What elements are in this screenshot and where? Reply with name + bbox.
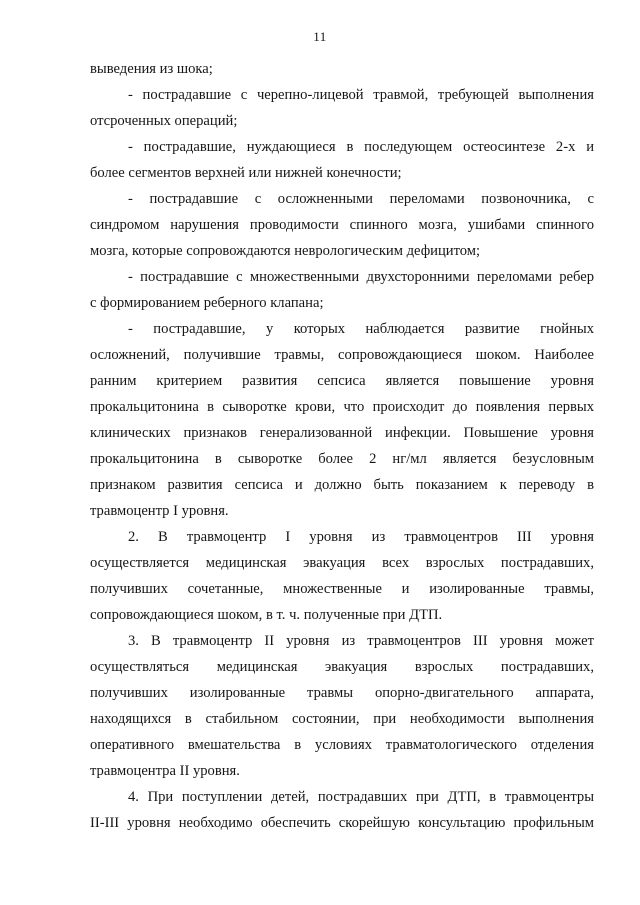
text-line: 4. При поступлении детей, пострадавших при ДТП, в травмоцентры bbox=[128, 789, 594, 805]
text-line: прокальцитонина в сыворотке более 2 нг/мл является безусловным bbox=[90, 451, 594, 467]
text-line: 3. В травмоцентр II уровня из травмоцентров III уровня может bbox=[128, 633, 594, 649]
text-line: - пострадавшие с множественными двухсторонними переломами ребер bbox=[128, 269, 594, 285]
text-line: - пострадавшие с осложненными переломами позвоночника, с bbox=[128, 191, 594, 207]
text-line: отсроченных операций; bbox=[90, 113, 238, 129]
text-line: осуществляется медицинская эвакуация всех взрослых пострадавших, bbox=[90, 555, 594, 571]
text-line: II-III уровня необходимо обеспечить скорейшую консультацию профильным bbox=[90, 815, 594, 831]
text-line: осложнений, получившие травмы, сопровождающиеся шоком. Наиболее bbox=[90, 347, 594, 363]
text-line: оперативного вмешательства в условиях травматологического отделения bbox=[90, 737, 594, 753]
text-line: травмоцентра II уровня. bbox=[90, 763, 240, 779]
text-line: травмоцентр I уровня. bbox=[90, 503, 229, 519]
text-line: с формированием реберного клапана; bbox=[90, 295, 324, 311]
text-line: ранним критерием развития сепсиса является повышение уровня bbox=[90, 373, 594, 389]
text-line: более сегментов верхней или нижней конечности; bbox=[90, 165, 402, 181]
text-line: выведения из шока; bbox=[90, 61, 213, 77]
text-line: осуществляться медицинская эвакуация взрослых пострадавших, bbox=[90, 659, 594, 675]
text-line: прокальцитонина в сыворотке крови, что происходит до появления первых bbox=[90, 399, 594, 415]
text-line: синдромом нарушения проводимости спинного мозга, ушибами спинного bbox=[90, 217, 594, 233]
document-body bbox=[90, 56, 594, 836]
text-line: признаком развития сепсиса и должно быть показанием к переводу в bbox=[90, 477, 594, 493]
text-line: мозга, которые сопровождаются неврологическим дефицитом; bbox=[90, 243, 481, 259]
text-line: - пострадавшие, у которых наблюдается развитие гнойных bbox=[128, 321, 594, 337]
text-line: получивших сочетанные, множественные и изолированные травмы, bbox=[90, 581, 594, 597]
text-line: сопровождающиеся шоком, в т. ч. полученные при ДТП. bbox=[90, 607, 443, 623]
text-line: получивших изолированные травмы опорно-двигательного аппарата, bbox=[90, 685, 594, 701]
text-line: находящихся в стабильном состоянии, при необходимости выполнения bbox=[90, 711, 594, 727]
page-number: 11 bbox=[313, 29, 327, 44]
text-line: - пострадавшие, нуждающиеся в последующем остеосинтезе 2-х и bbox=[128, 139, 594, 155]
text-line: клинических признаков генерализованной инфекции. Повышение уровня bbox=[90, 425, 594, 441]
text-line: - пострадавшие с черепно-лицевой травмой, требующей выполнения bbox=[128, 87, 594, 103]
text-line: 2. В травмоцентр I уровня из травмоцентров III уровня bbox=[128, 529, 594, 545]
